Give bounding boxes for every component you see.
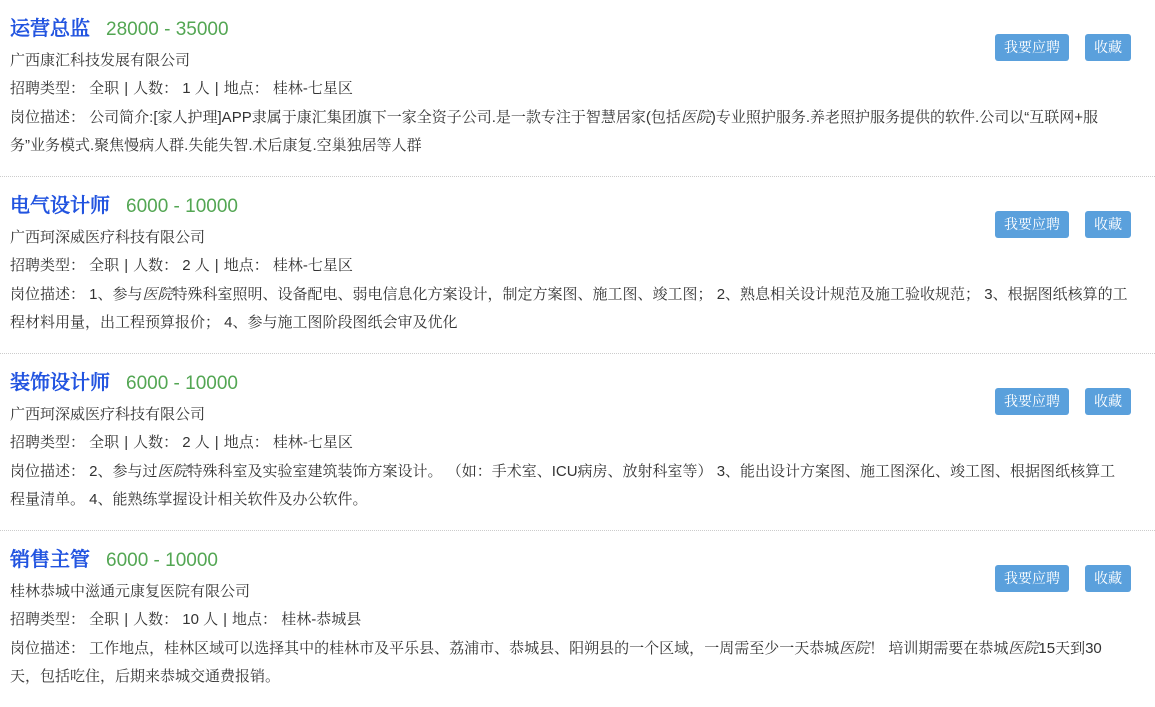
location-value: 桂林-七星区 xyxy=(268,80,353,97)
description-label: 岗位描述： xyxy=(10,109,86,126)
description-text: 公司简介:[家人护理]APP隶属于康汇集团旗下一家全资子公司.是一款专注于智慧居家(包括医院)专业照护服务.养老照护服务提供的软件.公司以“互联网+服务”业务模式.聚焦慢病人群.失能失智.术后康复.空巢独居等人群 xyxy=(10,109,1098,154)
meta-separator: | xyxy=(124,257,129,274)
job-card xyxy=(0,531,1155,707)
job-type-label: 招聘类型： xyxy=(10,257,86,274)
company-name: 广西珂深威医疗科技有限公司 xyxy=(10,229,206,246)
job-actions xyxy=(995,388,1131,415)
headcount-value: 2 人 xyxy=(178,434,210,451)
headcount-label: 人数： xyxy=(133,611,179,628)
meta-separator: | xyxy=(124,611,129,628)
meta-separator: | xyxy=(214,434,219,451)
description-text: 1、参与医院特殊科室照明、设备配电、弱电信息化方案设计，制定方案图、施工图、竣工图； 2、熟息相关设计规范及施工验收规范； 3、根据图纸核算的工程材料用量，出工程预算报价； 4、参与施工图阶段图纸会审及优化 xyxy=(10,286,1128,331)
job-type-value: 全职 xyxy=(85,257,120,274)
job-salary: 6000 - 10000 xyxy=(106,550,218,571)
job-description xyxy=(10,458,1130,514)
job-meta xyxy=(10,79,1130,99)
highlighted-keyword: 医院 xyxy=(157,463,188,480)
job-actions xyxy=(995,211,1131,238)
description-text: 2、参与过医院特殊科室及实验室建筑装饰方案设计。 （如：手术室、ICU病房、放射科室等） 3、能出设计方案图、施工图深化、竣工图、根据图纸核算工程量清单。 4、能熟练掌握设计相关软件及办公软件。 xyxy=(10,463,1116,508)
job-meta xyxy=(10,433,1130,453)
headcount-label: 人数： xyxy=(133,434,179,451)
job-type-value: 全职 xyxy=(85,80,120,97)
location-label: 地点： xyxy=(223,257,269,274)
description-label: 岗位描述： xyxy=(10,286,86,303)
description-label: 岗位描述： xyxy=(10,463,86,480)
job-description xyxy=(10,281,1130,337)
meta-separator: | xyxy=(214,80,219,97)
job-title-link[interactable]: 电气设计师 xyxy=(10,195,110,217)
job-card xyxy=(0,177,1155,354)
company-name: 桂林恭城中滋通元康复医院有限公司 xyxy=(10,583,251,600)
description-label: 岗位描述： xyxy=(10,640,86,657)
location-label: 地点： xyxy=(223,80,269,97)
favorite-button[interactable]: 收藏 xyxy=(1085,211,1131,238)
meta-separator: | xyxy=(223,611,228,628)
favorite-button[interactable]: 收藏 xyxy=(1085,565,1131,592)
location-label: 地点： xyxy=(232,611,278,628)
headcount-label: 人数： xyxy=(133,80,179,97)
job-salary: 6000 - 10000 xyxy=(126,196,238,217)
headcount-value: 2 人 xyxy=(178,257,210,274)
job-title-link[interactable]: 销售主管 xyxy=(10,549,90,571)
company-name: 广西珂深威医疗科技有限公司 xyxy=(10,406,206,423)
job-actions xyxy=(995,34,1131,61)
meta-separator: | xyxy=(124,434,129,451)
location-value: 桂林-恭城县 xyxy=(277,611,362,628)
job-meta xyxy=(10,256,1130,276)
job-card xyxy=(0,0,1155,177)
meta-separator: | xyxy=(214,257,219,274)
job-title-link[interactable]: 运营总监 xyxy=(10,18,90,40)
job-description xyxy=(10,104,1130,160)
apply-button[interactable]: 我要应聘 xyxy=(995,34,1069,61)
job-card xyxy=(0,354,1155,531)
job-salary: 6000 - 10000 xyxy=(126,373,238,394)
headcount-value: 1 人 xyxy=(178,80,210,97)
apply-button[interactable]: 我要应聘 xyxy=(995,565,1069,592)
job-title-row xyxy=(10,547,1130,574)
job-title-row xyxy=(10,370,1130,397)
favorite-button[interactable]: 收藏 xyxy=(1085,388,1131,415)
favorite-button[interactable]: 收藏 xyxy=(1085,34,1131,61)
job-title-link[interactable]: 装饰设计师 xyxy=(10,372,110,394)
job-type-label: 招聘类型： xyxy=(10,434,86,451)
job-actions xyxy=(995,565,1131,592)
company-name: 广西康汇科技发展有限公司 xyxy=(10,52,191,69)
job-type-value: 全职 xyxy=(85,611,120,628)
headcount-label: 人数： xyxy=(133,257,179,274)
description-text: 工作地点，桂林区域可以选择其中的桂林市及平乐县、荔浦市、恭城县、阳朔县的一个区域，一周需至少一天恭城医院！ 培训期需要在恭城医院15天到30天，包括吃住，后期来恭城交通费报销。 xyxy=(10,640,1102,685)
highlighted-keyword: 医院 xyxy=(839,640,870,657)
location-value: 桂林-七星区 xyxy=(268,257,353,274)
job-type-label: 招聘类型： xyxy=(10,611,86,628)
location-value: 桂林-七星区 xyxy=(268,434,353,451)
highlighted-keyword: 医院 xyxy=(1008,640,1039,657)
highlighted-keyword: 医院 xyxy=(142,286,173,303)
job-type-label: 招聘类型： xyxy=(10,80,86,97)
job-title-row xyxy=(10,16,1130,43)
apply-button[interactable]: 我要应聘 xyxy=(995,388,1069,415)
job-description xyxy=(10,635,1130,691)
highlighted-keyword: 医院 xyxy=(680,109,711,126)
location-label: 地点： xyxy=(223,434,269,451)
meta-separator: | xyxy=(124,80,129,97)
apply-button[interactable]: 我要应聘 xyxy=(995,211,1069,238)
job-meta xyxy=(10,610,1130,630)
headcount-value: 10 人 xyxy=(178,611,219,628)
job-type-value: 全职 xyxy=(85,434,120,451)
job-title-row xyxy=(10,193,1130,220)
job-salary: 28000 - 35000 xyxy=(106,19,229,40)
